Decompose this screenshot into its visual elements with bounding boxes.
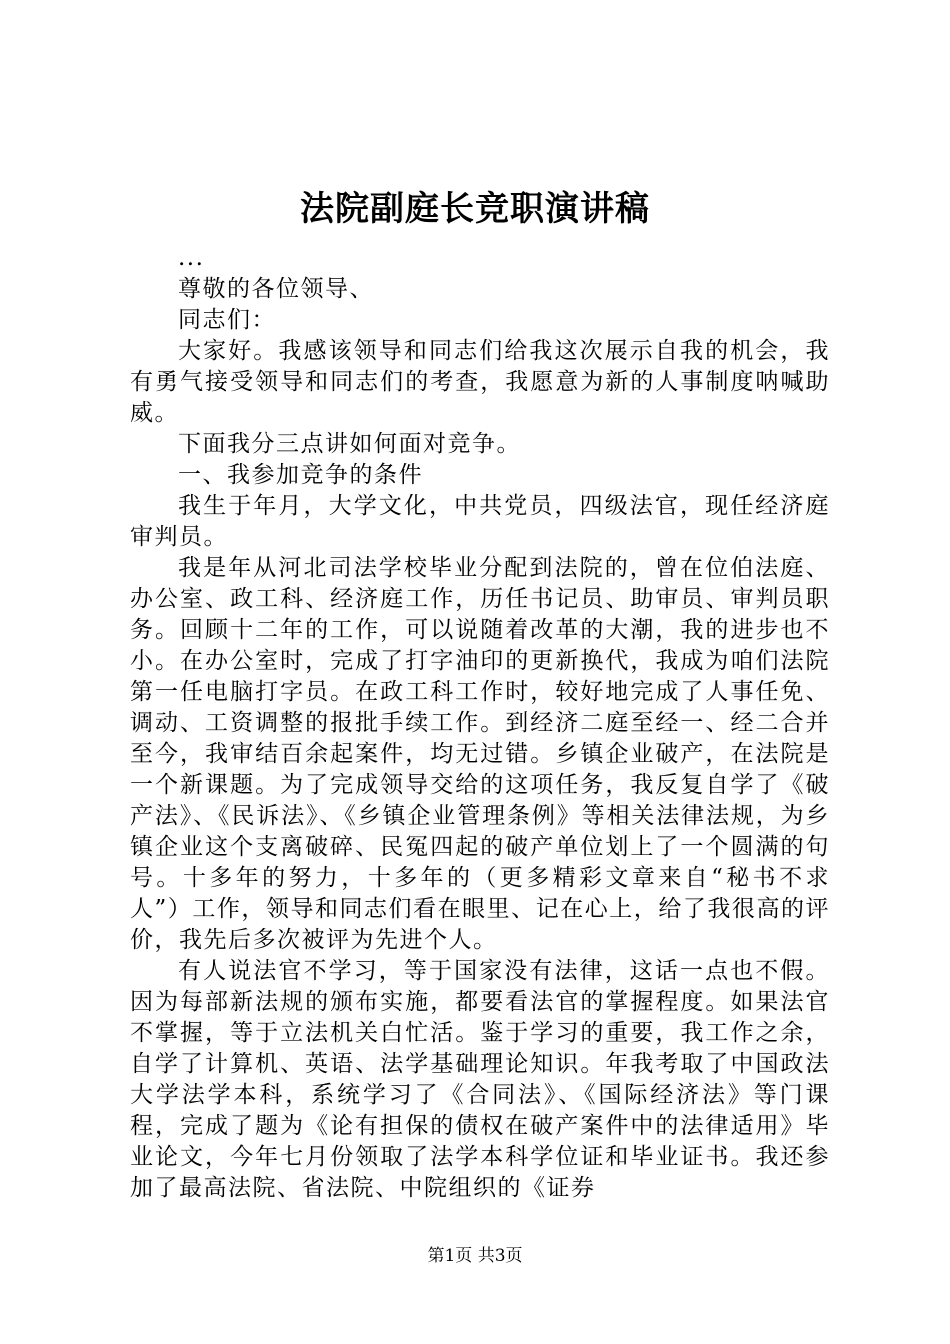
page-footer: 第1页 共3页 bbox=[427, 1246, 523, 1266]
paragraph-salutation-2: 同志们： bbox=[178, 307, 276, 333]
document-title: 法院副庭长竞职演讲稿 bbox=[300, 189, 650, 229]
section-heading-1: 一、我参加竞争的条件 bbox=[178, 462, 423, 488]
paragraph-background: 我生于年月，大学文化，中共党员，四级法官，现任经济庭审判员。 bbox=[130, 493, 830, 550]
paragraph-study: 有人说法官不学习，等于国家没有法律，这话一点也不假。因为每部新法规的颁布实施，都要看法官的掌握程度。如果法官不掌握，等于立法机关白忙活。鉴于学习的重要，我工作之余，自学了计算机、英语、法学基础理论知识。年我考取了中国政法大学法学本科，系统学习了《合同法》、《国际经济法》等门课程，完成了题为《论有担保的债权在破产案件中的法律适用》毕业论文，今年七月份领取了法学本科学位证和毕业证书。我还参加了最高法院、省法院、中院组织的《证券 bbox=[130, 958, 830, 1201]
paragraph-ellipsis: ... bbox=[178, 245, 205, 271]
paragraph-outline: 下面我分三点讲如何面对竞争。 bbox=[178, 431, 521, 457]
paragraph-experience: 我是年从河北司法学校毕业分配到法院的，曾在位伯法庭、办公室、政工科、经济庭工作，历任书记员、助审员、审判员职务。回顾十二年的工作，可以说随着改革的大潮，我的进步也不小。在办公室时，完成了打字油印的更新换代，我成为咱们法院第一任电脑打字员。在政工科工作时，较好地完成了人事任免、调动、工资调整的报批手续工作。到经济二庭至经一、经二合并至今，我审结百余起案件，均无过错。乡镇企业破产，在法院是一个新课题。为了完成领导交给的这项任务，我反复自学了《破产法》、《民诉法》、《乡镇企业管理条例》等相关法律法规，为乡镇企业这个支离破碎、民冤四起的破产单位划上了一个圆满的句号。十多年的努力，十多年的（更多精彩文章来自“秘书不求人”）工作，领导和同志们看在眼里、记在心上，给了我很高的评价，我先后多次被评为先进个人。 bbox=[130, 555, 830, 953]
paragraph-greeting: 大家好。我感该领导和同志们给我这次展示自我的机会，我有勇气接受领导和同志们的考查，我愿意为新的人事制度呐喊助威。 bbox=[130, 338, 830, 426]
document-body bbox=[130, 243, 830, 1204]
paragraph-salutation-1: 尊敬的各位领导、 bbox=[178, 276, 374, 302]
